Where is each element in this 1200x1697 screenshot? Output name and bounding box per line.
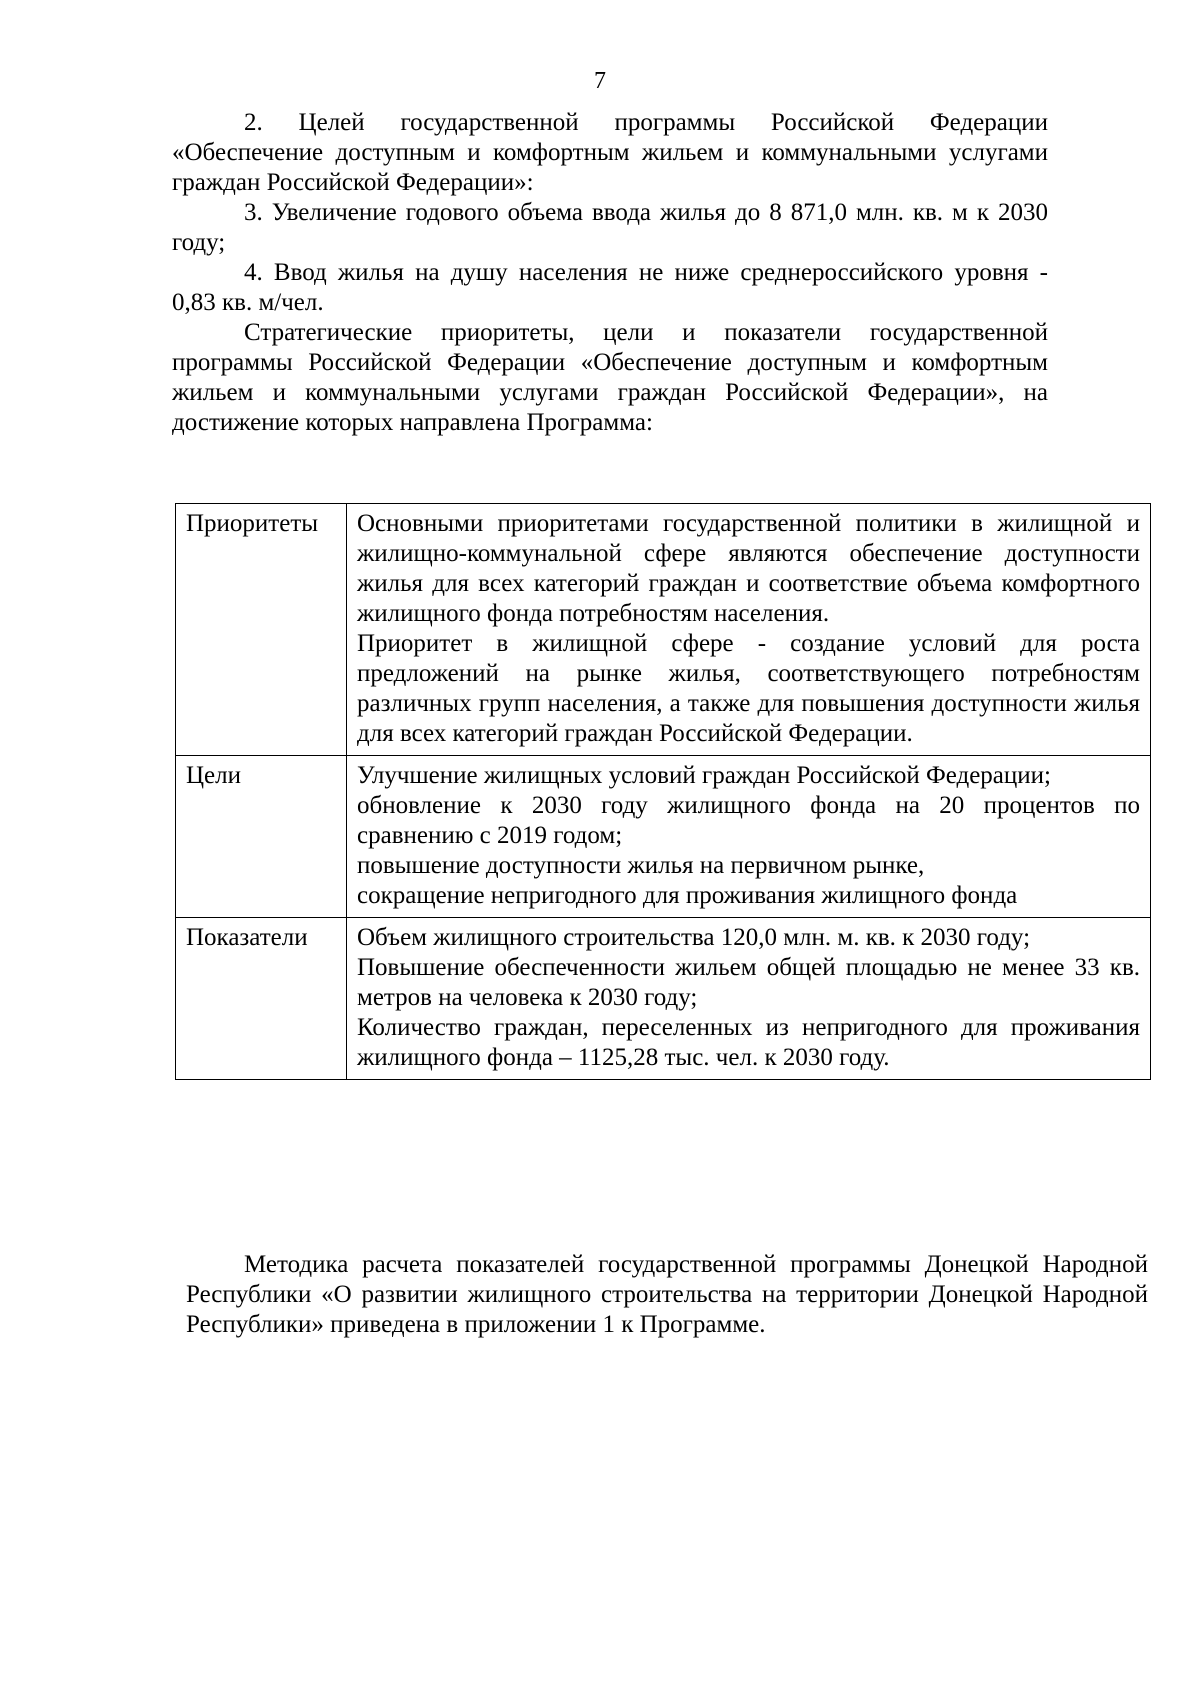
priorities-table: [175, 503, 1151, 1080]
table-row-priorities: [176, 504, 1151, 756]
priorities-text-1: Основными приоритетами государственной политики в жилищной и жилищно-коммунальной сфере являются обеспечение доступности жилья для всех категорий граждан и соответствие объема комфортного жилищного фонда потребностям населения.: [357, 510, 1140, 627]
priorities-text-2: Приоритет в жилищной сфере - создание условий для роста предложений на рынке жилья, соответствующего потребностям различных групп населения, а также для повышения доступности жилья для всех категорий граждан Российской Федерации.: [357, 630, 1140, 747]
page-number: 7: [594, 68, 606, 94]
goals-text-3: повышение доступности жилья на первичном рынке,: [357, 852, 925, 879]
goals-text-1: Улучшение жилищных условий граждан Российской Федерации;: [357, 762, 1051, 789]
row-label-indicators: Показатели: [176, 918, 347, 1080]
paragraph-item-3: 3. Увеличение годового объема ввода жилья до 8 871,0 млн. кв. м к 2030 году;: [172, 199, 1048, 256]
goals-text-2: обновление к 2030 году жилищного фонда на 20 процентов по сравнению с 2019 годом;: [357, 792, 1140, 849]
table-row-indicators: [176, 918, 1151, 1080]
paragraph-goals-ref: 2. Целей государственной программы Российской Федерации «Обеспечение доступным и комфортным жильем и коммунальными услугами граждан Российской Федерации»:: [172, 109, 1048, 196]
table-row-goals: [176, 756, 1151, 918]
row-label-goals: Цели: [176, 756, 347, 918]
row-value-priorities: [347, 504, 1151, 756]
paragraph-item-4: 4. Ввод жилья на душу населения не ниже среднероссийского уровня - 0,83 кв. м/чел.: [172, 259, 1048, 316]
methodology-text: [186, 1250, 1148, 1340]
paragraph-strategic-priorities: Стратегические приоритеты, цели и показатели государственной программы Российской Федерации «Обеспечение доступным и комфортным жильем и коммунальными услугами граждан Российской Федерации», на достижение которых направлена Программа:: [172, 319, 1048, 436]
intro-text: [172, 108, 1048, 438]
goals-text-4: сокращение непригодного для проживания жилищного фонда: [357, 882, 1018, 909]
row-value-indicators: [347, 918, 1151, 1080]
row-value-goals: [347, 756, 1151, 918]
indicators-text-2: Повышение обеспеченности жильем общей площадью не менее 33 кв. метров на человека к 2030 году;: [357, 954, 1140, 1011]
row-label-priorities: Приоритеты: [176, 504, 347, 756]
paragraph-methodology: Методика расчета показателей государственной программы Донецкой Народной Республики «О развитии жилищного строительства на территории Донецкой Народной Республики» приведена в приложении 1 к Программе.: [186, 1251, 1148, 1338]
indicators-text-1: Объем жилищного строительства 120,0 млн. м. кв. к 2030 году;: [357, 924, 1031, 951]
indicators-text-3: Количество граждан, переселенных из непригодного для проживания жилищного фонда – 1125,28 тыс. чел. к 2030 году.: [357, 1014, 1140, 1071]
